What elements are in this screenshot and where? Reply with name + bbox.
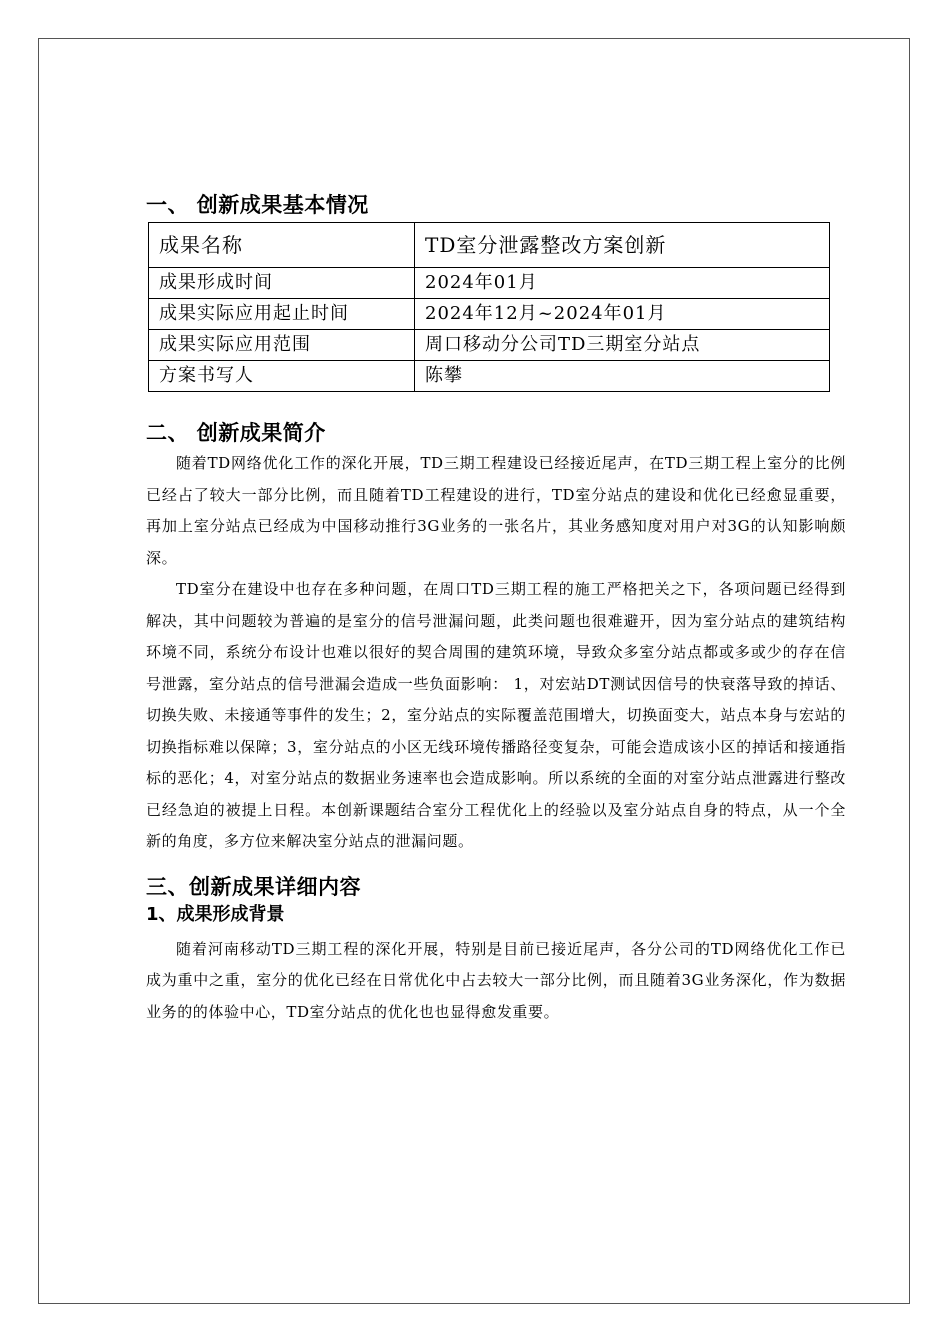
section-3-title: 三、创新成果详细内容 — [146, 874, 361, 899]
table-value-cell: TD室分泄露整改方案创新 — [415, 223, 830, 268]
table-label-cell: 成果实际应用范围 — [149, 330, 415, 361]
table-row — [149, 361, 830, 392]
table-label-cell: 成果形成时间 — [149, 268, 415, 299]
table-label-cell: 方案书写人 — [149, 361, 415, 392]
table-value-cell: 2024年12月~2024年01月 — [415, 299, 830, 330]
spacer — [146, 858, 846, 872]
document-content — [146, 190, 846, 1028]
intro-paragraph-1: 随着TD网络优化工作的深化开展，TD三期工程建设已经接近尾声，在TD三期工程上室分的比例已经占了较大一部分比例，而且随着TD工程建设的进行，TD室分站点的建设和优化已经愈显重要，再加上室分站点已经成为中国移动推行3G业务的一张名片，其业务感知度对用户对3G的认知影响颇深。 — [146, 454, 846, 567]
table-row — [149, 299, 830, 330]
table-row — [149, 223, 830, 268]
spacer — [146, 392, 846, 418]
background-paragraph-1: 随着河南移动TD三期工程的深化开展，特别是目前已接近尾声，各分公司的TD网络优化工作已成为重中之重，室分的优化已经在日常优化中占去较大一部分比例，而且随着3G业务深化，作为数据业务的的体验中心，TD室分站点的优化也也显得愈发重要。 — [146, 939, 846, 1021]
subsection-1-title: 1、成果形成背景 — [146, 903, 285, 925]
table-label-cell: 成果实际应用起止时间 — [149, 299, 415, 330]
table-value-cell: 2024年01月 — [415, 268, 830, 299]
table-row — [149, 330, 830, 361]
table-row — [149, 268, 830, 299]
section-2-title: 二、 创新成果简介 — [146, 421, 326, 445]
table-value-cell: 陈攀 — [415, 361, 830, 392]
intro-paragraph-2: TD室分在建设中也存在多种问题，在周口TD三期工程的施工严格把关之下，各项问题已经得到解决，其中问题较为普遍的是室分的信号泄漏问题，此类问题也很难避开，因为室分站点的建筑结构环境不同，系统分布设计也难以很好的契合周围的建筑环境，导致众多室分站点都或多或少的存在信号泄露，室分站点的信号泄漏会造成一些负面影响： 1，对宏站DT测试因信号的快衰落导致的掉话、切换失败、未接通等事件的发生；2，室分站点的实际覆盖范围增大，切换面变大，站点本身与宏站的切换指标难以保障；3，室分站点的小区无线环境传播路径变复杂，可能会造成该小区的掉话和接通指标的恶化；4，对室分站点的数据业务速率也会造成影响。所以系统的全面的对室分站点泄露进行整改已经急迫的被提上日程。本创新课题结合室分工程优化上的经验以及室分站点自身的特点，从一个全新的角度，多方位来解决室分站点的泄漏问题。 — [146, 580, 846, 850]
table-value-cell: 周口移动分公司TD三期室分站点 — [415, 330, 830, 361]
section-1-title: 一、 创新成果基本情况 — [146, 193, 369, 217]
basic-info-table — [148, 222, 830, 392]
table-label-cell: 成果名称 — [149, 223, 415, 268]
